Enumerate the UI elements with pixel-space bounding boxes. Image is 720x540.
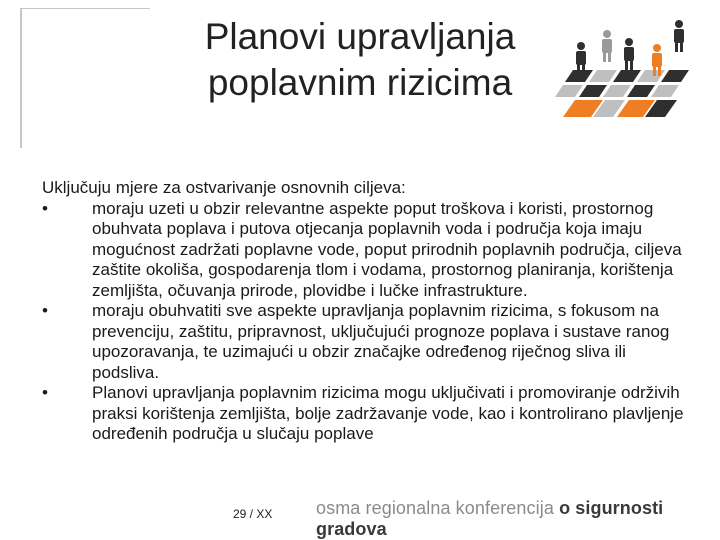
tile bbox=[579, 85, 607, 97]
tile bbox=[651, 85, 679, 97]
person-figure bbox=[576, 42, 586, 74]
frame-top-line bbox=[20, 8, 150, 9]
page-number: 29 / XX bbox=[233, 507, 273, 521]
list-item bbox=[42, 199, 692, 302]
bullet-icon: • bbox=[42, 301, 48, 320]
conference-name bbox=[316, 498, 720, 540]
bullet-text: moraju obuhvatiti sve aspekte upravljanja poplavnim rizicima, s fokusom na prevenciju, zaštitu, pripravnost, uključujući prognoze poplava i sustave ranog upozoravanja, te uzimajući u obzir značajke određenog riječnog sliva ili podsliva. bbox=[92, 301, 670, 382]
tile bbox=[627, 85, 655, 97]
slide-body bbox=[42, 178, 692, 445]
list-item bbox=[42, 383, 692, 445]
frame-left-line bbox=[20, 8, 22, 148]
title-line-1: Planovi upravljanja bbox=[204, 16, 516, 57]
bullet-icon: • bbox=[42, 198, 48, 218]
bullet-list bbox=[42, 199, 692, 445]
conference-bold-text: o sigurnosti gradova bbox=[316, 498, 664, 539]
tile-group bbox=[555, 70, 689, 117]
bullet-text: Planovi upravljanja poplavnim rizicima mogu uključivati i promoviranje održivih praksi korištenja zemljišta, bolje zadržavanje vode, kao i kontrolirano plavljenje određenih područja u slučaju poplave bbox=[92, 383, 684, 443]
bullet-icon: • bbox=[42, 383, 48, 402]
person-figure bbox=[674, 20, 684, 52]
people-network-icon bbox=[545, 12, 705, 127]
tile bbox=[613, 70, 641, 82]
person-figure bbox=[624, 38, 634, 70]
list-item bbox=[42, 301, 692, 383]
bullet-text: moraju uzeti u obzir relevantne aspekte poput troškova i koristi, prostornog obuhvata poplava i putova otjecanja poplavnih voda i područja koja imaju mogućnost zadržati poplavne vode, poput prirodnih poplavnih područja, ciljeva zaštite okoliša, gospodarenja tlom i vodama, prostornog planiranja, korištenja zemljišta, očuvanja prirode, plovidbe i lučke infrastrukture. bbox=[92, 198, 682, 300]
intro-text: Uključuju mjere za ostvarivanje osnovnih ciljeva: bbox=[42, 178, 406, 197]
tile bbox=[555, 85, 583, 97]
conference-light-text: osma regionalna konferencija bbox=[316, 498, 554, 518]
slide-title bbox=[150, 14, 570, 106]
tile bbox=[603, 85, 631, 97]
tile bbox=[589, 70, 617, 82]
title-line-2: poplavnim rizicima bbox=[207, 62, 513, 103]
footer bbox=[0, 495, 720, 539]
person-figure bbox=[602, 30, 612, 62]
tile bbox=[661, 70, 689, 82]
